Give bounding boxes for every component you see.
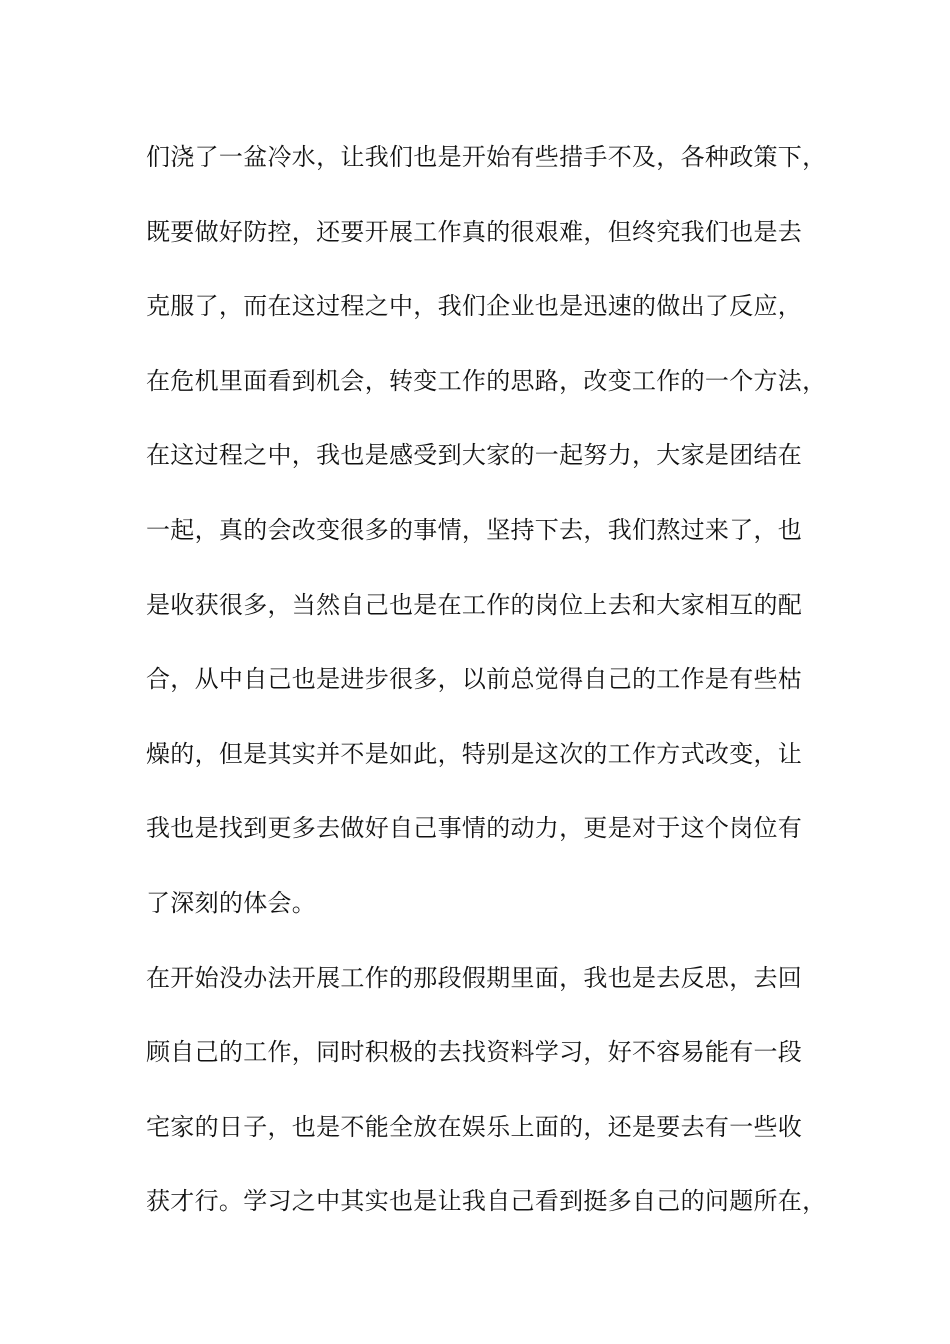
text-line-12: 在开始没办法开展工作的那段假期里面，我也是去反思，去回: [146, 963, 803, 992]
text-line-4: 在危机里面看到机会，转变工作的思路，改变工作的一个方法，: [146, 366, 827, 395]
text-line-8: 合，从中自己也是进步很多，以前总觉得自己的工作是有些枯: [146, 665, 803, 694]
text-line-1: 们浇了一盆冷水，让我们也是开始有些措手不及，各种政策下，: [146, 143, 827, 171]
text-line-6: 一起，真的会改变很多的事情，坚持下去，我们熬过来了，也: [146, 515, 803, 544]
text-line-7: 是收获很多，当然自己也是在工作的岗位上去和大家相互的配: [146, 590, 803, 619]
text-line-9: 燥的，但是其实并不是如此，特别是这次的工作方式改变，让: [146, 739, 803, 768]
text-line-5: 在这过程之中，我也是感受到大家的一起努力，大家是团结在: [146, 441, 803, 470]
text-line-11: 了深刻的体会。: [146, 888, 317, 917]
text-line-2: 既要做好防控，还要开展工作真的很艰难，但终究我们也是去: [146, 217, 803, 246]
text-line-10: 我也是找到更多去做好自己事情的动力，更是对于这个岗位有: [146, 814, 803, 843]
text-line-14: 宅家的日子，也是不能全放在娱乐上面的，还是要去有一些收: [146, 1112, 803, 1141]
text-line-3: 克服了，而在这过程之中，我们企业也是迅速的做出了反应，: [146, 292, 803, 321]
body-text: [146, 127, 836, 1246]
text-line-13: 顾自己的工作，同时积极的去找资料学习，好不容易能有一段: [146, 1038, 803, 1067]
text-line-15: 获才行。学习之中其实也是让我自己看到挺多自己的问题所在，: [146, 1187, 827, 1216]
